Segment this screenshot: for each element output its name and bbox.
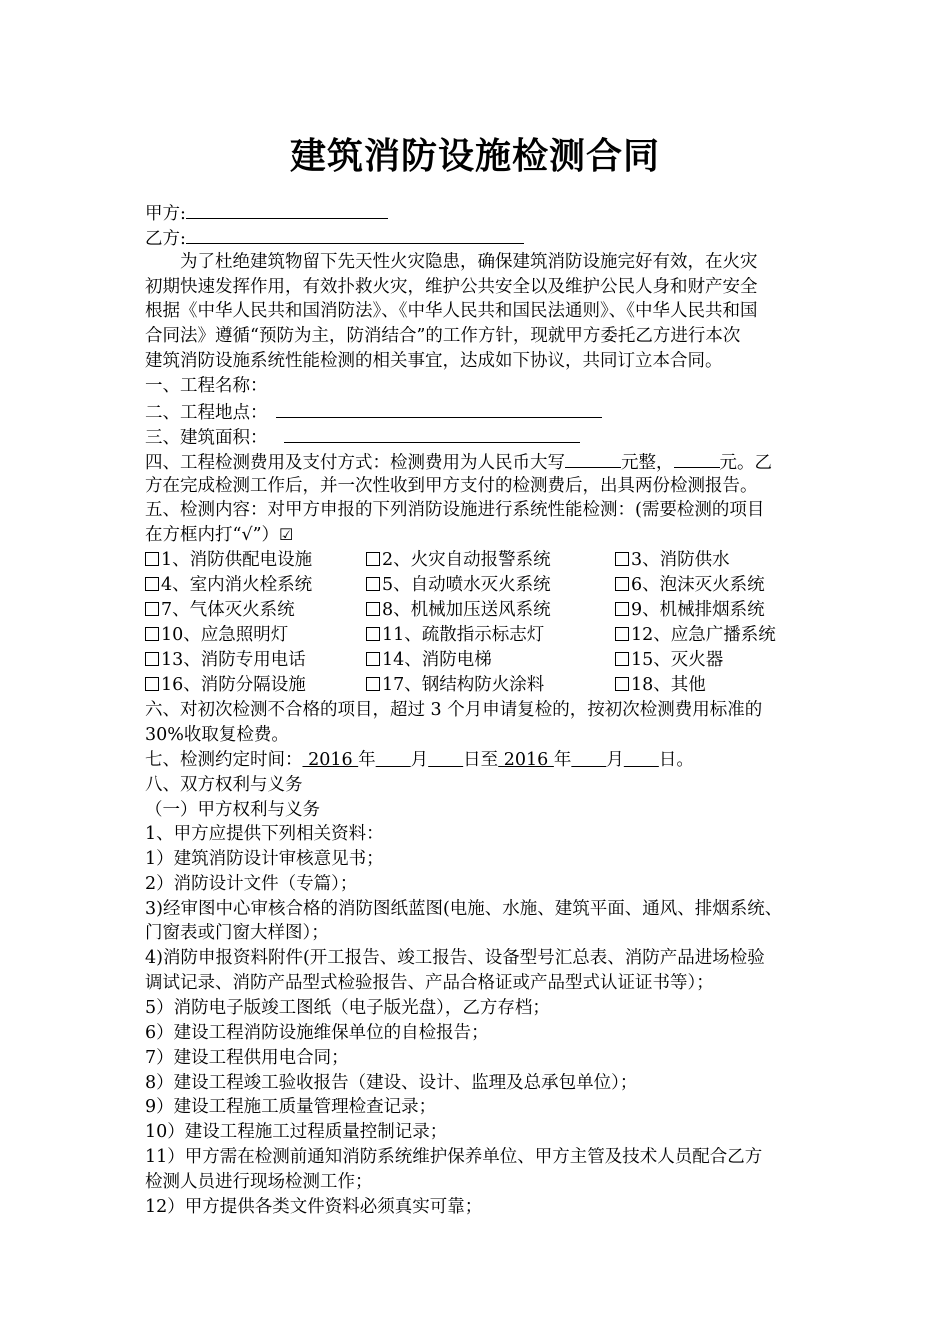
checkbox[interactable] <box>145 627 159 641</box>
requirement-line: 6）建设工程消防设施维保单位的自检报告； <box>145 1022 489 1043</box>
checkbox[interactable] <box>366 652 380 666</box>
checklist-item[interactable] <box>145 648 306 673</box>
checklist-item-label: 7、气体灭火系统 <box>161 600 295 620</box>
reinspection-line-2: 30%收取复检费。 <box>145 725 289 745</box>
requirement-line: 调试记录、消防产品型式检验报告、产品合格证或产品型式认证证书等）； <box>145 973 714 994</box>
checklist-item[interactable] <box>615 598 765 623</box>
requirement-line: 12）甲方提供各类文件资料必须真实可靠； <box>145 1196 483 1217</box>
checklist-item-label: 15、灭火器 <box>631 650 724 670</box>
checklist-item[interactable] <box>145 673 306 698</box>
start-year[interactable]: 2016 <box>302 750 359 770</box>
checkbox[interactable] <box>615 602 629 616</box>
fee-number-blank[interactable] <box>674 449 720 468</box>
checklist-item[interactable] <box>145 623 288 648</box>
checkbox[interactable] <box>145 552 159 566</box>
requirement-line: 8）建设工程竣工验收报告（建设、设计、监理及总承包单位）； <box>145 1072 638 1093</box>
checkbox[interactable] <box>145 577 159 591</box>
checklist-item-label: 4、室内消火栓系统 <box>161 575 313 595</box>
requirement-line: 10）建设工程施工过程质量控制记录； <box>145 1122 448 1143</box>
requirement-line: 检测人员进行现场检测工作； <box>145 1171 373 1192</box>
project-location-label: 二、工程地点： <box>145 403 268 423</box>
end-year[interactable]: 2016 <box>498 750 554 770</box>
start-month[interactable] <box>376 750 411 770</box>
checklist-item[interactable] <box>366 648 492 673</box>
checklist-item-label: 8、机械加压送风系统 <box>382 600 551 620</box>
section-schedule: 七、检测约定时间： 2016 年 月 日至 2016 年 月 日。 <box>145 750 694 770</box>
requirement-line: 2）消防设计文件（专篇）； <box>145 873 358 894</box>
checklist-item-label: 1、消防供配电设施 <box>161 550 313 570</box>
section-project-name: 一、工程名称： <box>145 376 268 396</box>
checkbox[interactable] <box>615 677 629 691</box>
start-day[interactable] <box>428 750 463 770</box>
building-area-blank[interactable] <box>284 424 580 443</box>
checklist-item-label: 5、自动喷水灭火系统 <box>382 575 551 595</box>
checklist-item[interactable] <box>615 573 765 598</box>
section-rights-obligations: 八、双方权利与义务 <box>145 775 303 795</box>
checkbox[interactable] <box>615 627 629 641</box>
preamble-line: 根据《中华人民共和国消防法》、《中华人民共和国民法通则》、《中华人民共和国 <box>145 301 758 321</box>
section-inspection-content: 五、检测内容：对甲方申报的下列消防设施进行系统性能检测：(需要检测的项目 <box>145 500 765 520</box>
checklist-item[interactable] <box>366 623 544 648</box>
checklist-item-label: 2、火灾自动报警系统 <box>382 550 551 570</box>
requirement-line: 3)经审图中心审核合格的消防图纸蓝图(电施、水施、建筑平面、通风、排烟系统、 <box>145 898 783 919</box>
requirement-line: 1、甲方应提供下列相关资料： <box>145 824 384 844</box>
party-a-blank[interactable] <box>186 200 388 219</box>
checklist-item-label: 3、消防供水 <box>631 550 730 570</box>
checkbox[interactable] <box>615 577 629 591</box>
party-a-label: 甲方: <box>145 204 186 224</box>
fee-unit: 元。乙 <box>719 453 772 473</box>
checklist-item[interactable] <box>366 573 551 598</box>
checkbox[interactable] <box>615 552 629 566</box>
building-area-label: 三、建筑面积： <box>145 428 268 448</box>
party-b-line <box>145 225 524 252</box>
fee-unit-words: 元整， <box>621 453 674 473</box>
preamble-line: 建筑消防设施系统性能检测的相关事宜，达成如下协议，共同订立本合同。 <box>145 351 723 371</box>
checklist-item-label: 17、钢结构防火涂料 <box>382 675 545 695</box>
end-day[interactable] <box>624 750 659 770</box>
requirement-line: 1）建筑消防设计审核意见书； <box>145 848 384 869</box>
inspection-instruction-text: 在方框内打“√”） <box>145 525 280 545</box>
project-location-blank[interactable] <box>276 399 602 418</box>
checklist-item[interactable] <box>615 548 730 573</box>
checklist-item-label: 16、消防分隔设施 <box>161 675 306 695</box>
checklist-item-label: 12、应急广播系统 <box>631 625 776 645</box>
checklist-item-label: 18、其他 <box>631 675 706 695</box>
checked-box-icon: ☑ <box>279 525 294 544</box>
checklist-item[interactable] <box>366 673 544 698</box>
checklist-item-label: 6、泡沫灭火系统 <box>631 575 765 595</box>
checklist-item-label: 14、消防电梯 <box>382 650 492 670</box>
checkbox[interactable] <box>145 652 159 666</box>
checklist-item[interactable] <box>366 598 551 623</box>
checklist-item[interactable] <box>145 598 295 623</box>
requirement-line: 9）建设工程施工质量管理检查记录； <box>145 1097 437 1118</box>
section-reinspection: 六、对初次检测不合格的项目，超过 3 个月申请复检的，按初次检测费用标准的 <box>145 700 763 720</box>
checklist-item-label: 11、疏散指示标志灯 <box>382 625 545 645</box>
checklist-item-label: 13、消防专用电话 <box>161 650 306 670</box>
section-project-location <box>145 399 602 426</box>
requirement-line: 11）甲方需在检测前通知消防系统维护保养单位、甲方主管及技术人员配合乙方 <box>145 1147 763 1168</box>
checkbox[interactable] <box>366 677 380 691</box>
fee-line-2: 方在完成检测工作后，并一次性收到甲方支付的检测费后，出具两份检测报告。 <box>145 476 758 496</box>
party-a-line <box>145 200 388 227</box>
party-b-blank[interactable] <box>186 225 524 244</box>
checklist-item[interactable] <box>145 573 312 598</box>
document-title: 建筑消防设施检测合同 <box>289 135 660 177</box>
checkbox[interactable] <box>615 652 629 666</box>
section-fee <box>145 449 772 476</box>
checklist-item[interactable] <box>615 673 706 698</box>
checkbox[interactable] <box>145 602 159 616</box>
preamble-line: 为了杜绝建筑物留下先天性火灾隐患，确保建筑消防设施完好有效，在火灾 <box>145 252 758 272</box>
section-building-area <box>145 424 580 451</box>
checklist-item[interactable] <box>615 623 776 648</box>
requirement-line: 门窗表或门窗大样图）； <box>145 923 329 944</box>
checklist-item[interactable] <box>615 648 723 673</box>
schedule-label: 七、检测约定时间： <box>145 750 303 770</box>
checklist-item-label: 9、机械排烟系统 <box>631 600 765 620</box>
subsection-party-a: （一）甲方权利与义务 <box>145 800 320 820</box>
checklist-item[interactable] <box>145 548 312 573</box>
fee-label: 四、工程检测费用及支付方式：检测费用为人民币大写 <box>145 453 565 473</box>
requirement-line: 5）消防电子版竣工图纸（电子版光盘），乙方存档； <box>145 997 550 1018</box>
preamble-line: 合同法》遵循“预防为主，防消结合”的工作方针，现就甲方委托乙方进行本次 <box>145 326 741 346</box>
checkbox[interactable] <box>366 602 380 616</box>
checkbox[interactable] <box>366 552 380 566</box>
end-month[interactable] <box>571 750 606 770</box>
party-b-label: 乙方: <box>145 229 186 249</box>
checkbox[interactable] <box>366 627 380 641</box>
checklist-item-label: 10、应急照明灯 <box>161 625 289 645</box>
fee-words-blank[interactable] <box>565 449 621 468</box>
checkbox[interactable] <box>145 677 159 691</box>
inspection-instruction <box>145 523 293 548</box>
preamble-line: 初期快速发挥作用，有效扑救火灾，维护公共安全以及维护公民人身和财产安全 <box>145 277 758 297</box>
requirement-line: 4)消防申报资料附件(开工报告、竣工报告、设备型号汇总表、消防产品进场检验 <box>145 948 765 969</box>
requirement-line: 7）建设工程供用电合同； <box>145 1047 349 1068</box>
checkbox[interactable] <box>366 577 380 591</box>
checklist-item[interactable] <box>366 548 551 573</box>
